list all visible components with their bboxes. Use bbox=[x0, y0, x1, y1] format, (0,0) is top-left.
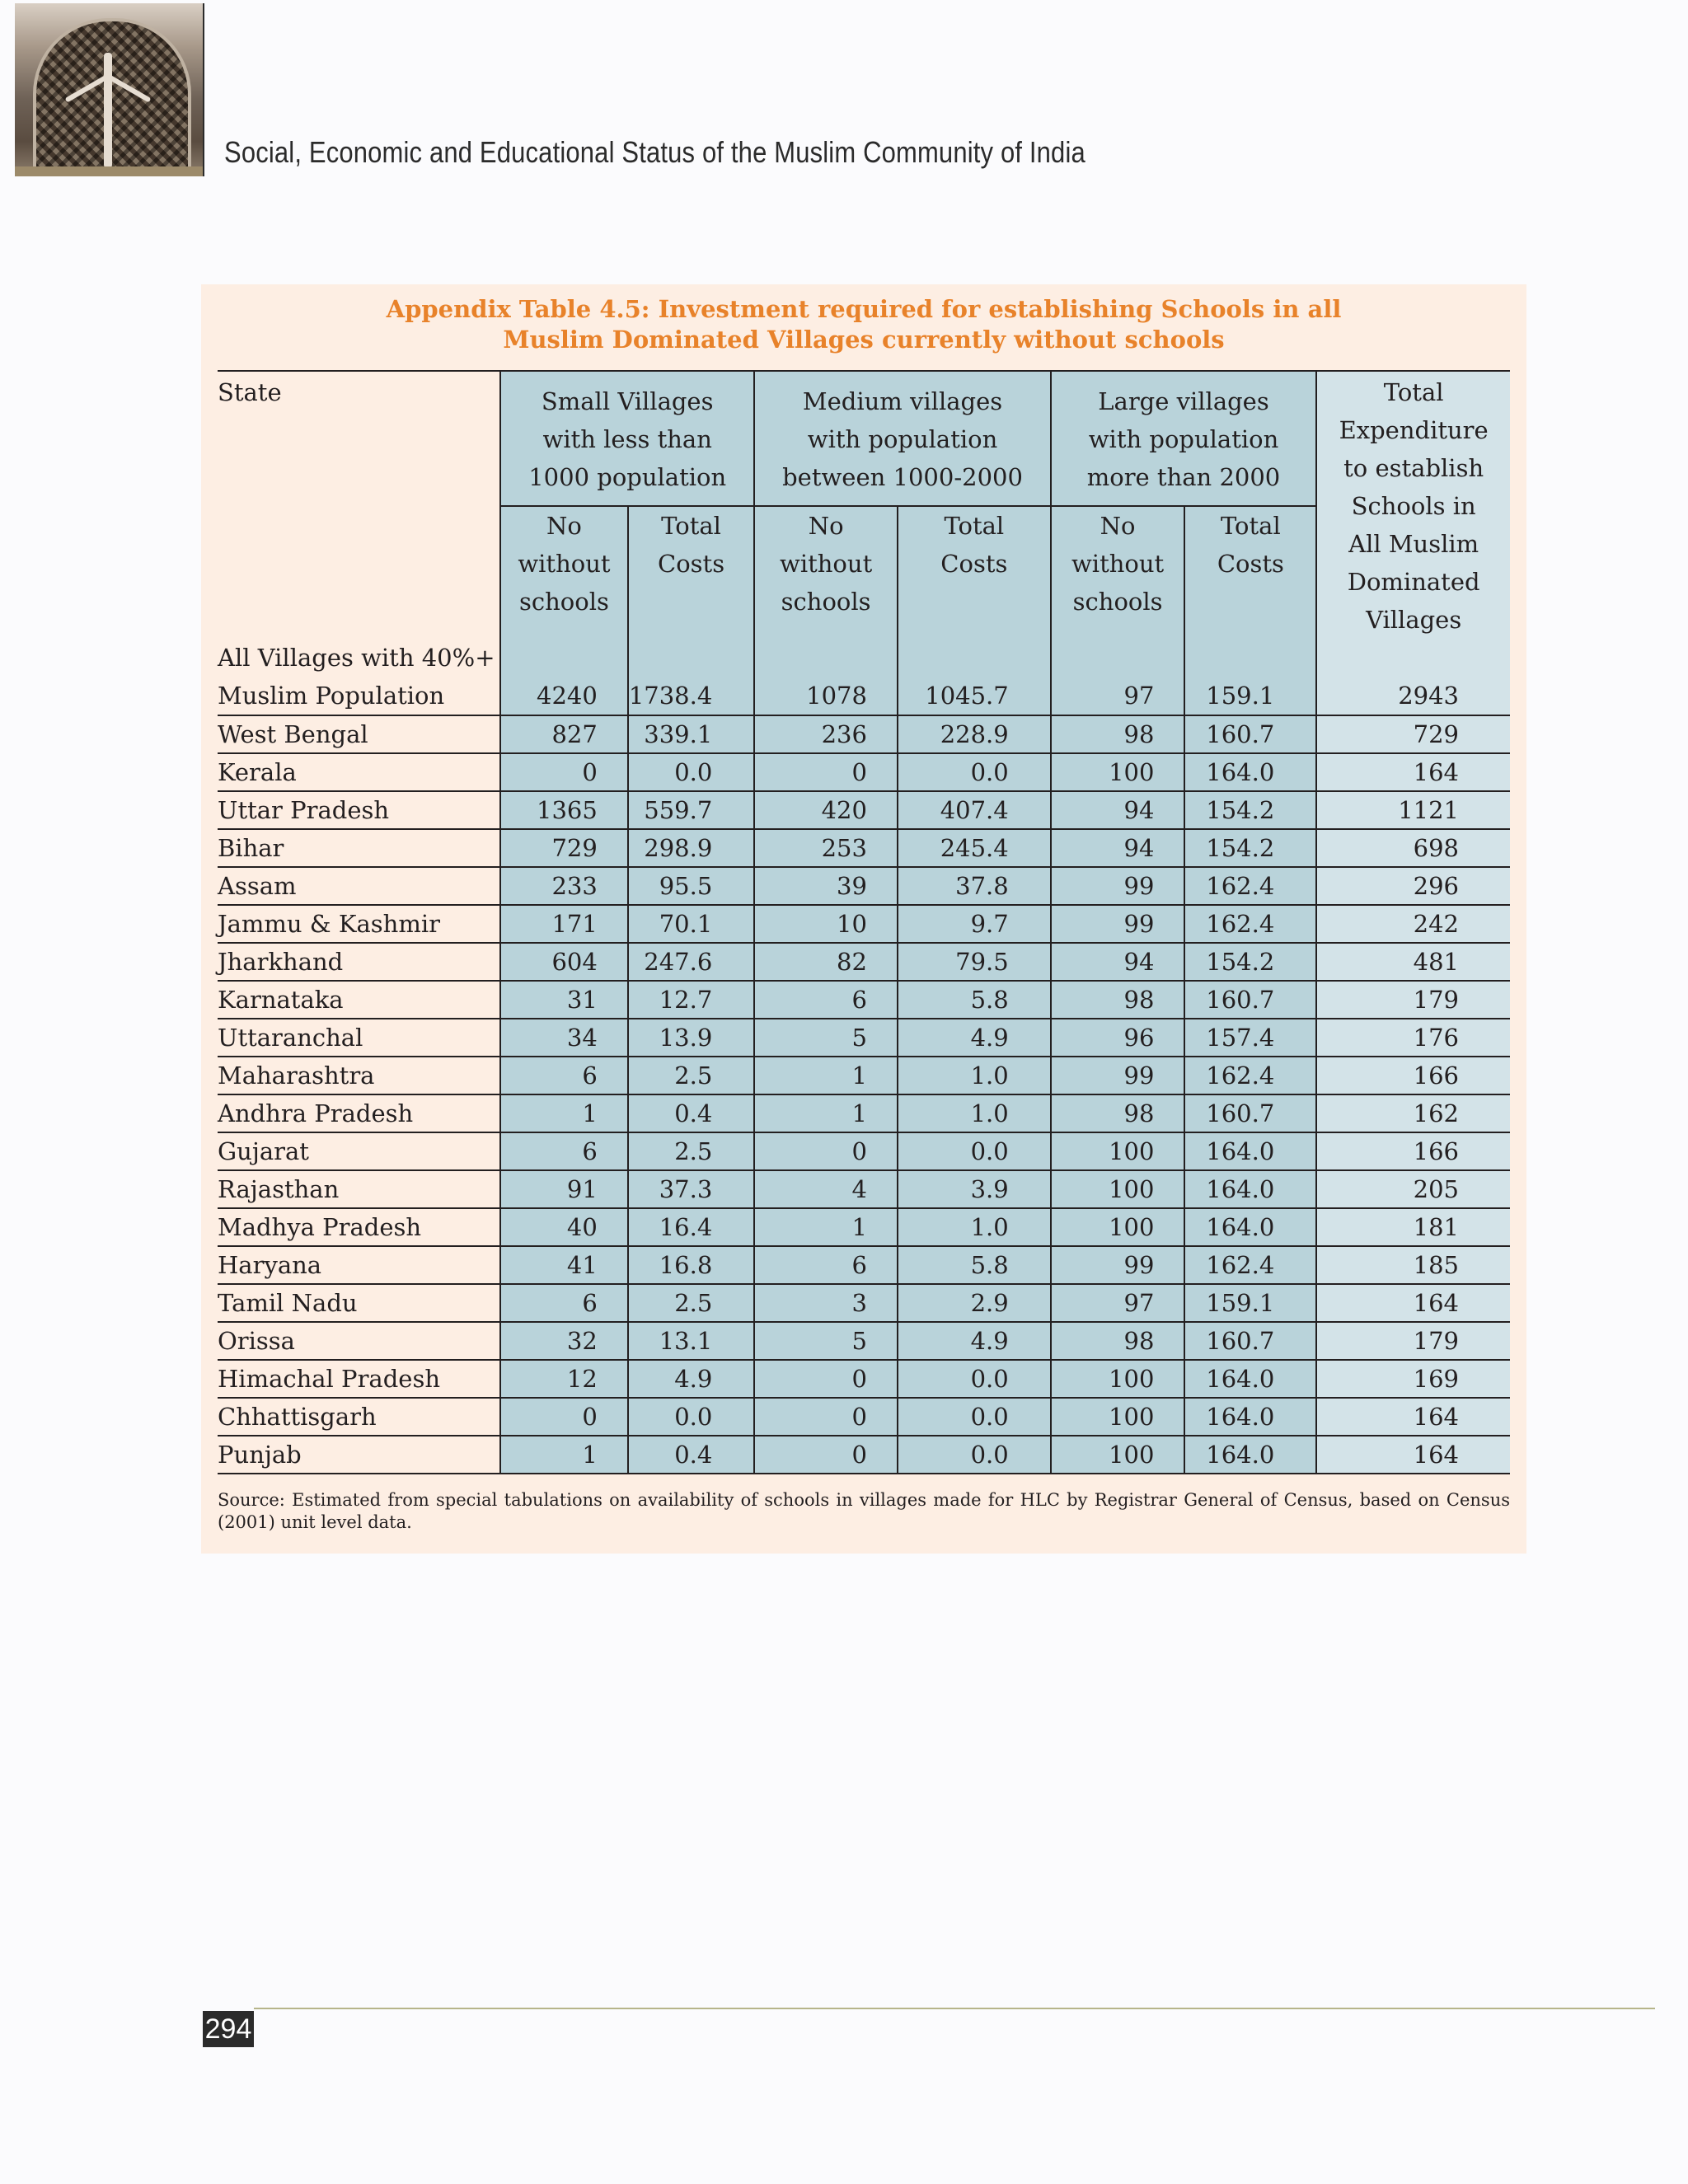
row-value-cell: 245.4 bbox=[898, 829, 1051, 867]
row-value-cell: 159.1 bbox=[1184, 639, 1316, 715]
header-medium-no-without-schools bbox=[754, 506, 898, 639]
header-large-villages bbox=[1051, 371, 1317, 506]
row-value-cell: 34 bbox=[500, 1019, 628, 1057]
header-small-line-2: with less than bbox=[542, 425, 712, 454]
row-value-cell: 41 bbox=[500, 1246, 628, 1284]
row-value-cell: 3.9 bbox=[898, 1170, 1051, 1208]
row-value-cell: 37.8 bbox=[898, 867, 1051, 905]
row-state-name: Tamil Nadu bbox=[218, 1284, 500, 1322]
row-value-cell: 94 bbox=[1051, 791, 1185, 829]
row-value-cell: 13.9 bbox=[628, 1019, 754, 1057]
row-value-cell: 1.0 bbox=[898, 1057, 1051, 1094]
row-value-cell: 16.8 bbox=[628, 1246, 754, 1284]
table-row bbox=[218, 1170, 1510, 1208]
header-sub-line-3: schools bbox=[781, 588, 871, 616]
row-value-cell: 99 bbox=[1051, 905, 1185, 943]
row-value-cell: 0.0 bbox=[628, 1398, 754, 1436]
row-value-cell: 0 bbox=[500, 753, 628, 791]
row-value-cell: 99 bbox=[1051, 1057, 1185, 1094]
row-value-cell: 162.4 bbox=[1184, 1246, 1316, 1284]
row-value-cell: 0.0 bbox=[898, 1398, 1051, 1436]
table-row bbox=[218, 867, 1510, 905]
row-value-cell: 6 bbox=[500, 1284, 628, 1322]
row-value-cell: 481 bbox=[1316, 943, 1510, 981]
row-value-cell: 5.8 bbox=[898, 981, 1051, 1019]
header-sub-line-2: without bbox=[780, 550, 873, 579]
row-value-cell: 729 bbox=[500, 829, 628, 867]
header-sub-line-1: No bbox=[808, 512, 844, 541]
header-sub-line-2: Costs bbox=[658, 550, 725, 579]
row-state-name: Himachal Pradesh bbox=[218, 1360, 500, 1398]
header-total-line-3: to establish bbox=[1343, 454, 1484, 482]
row-value-cell: 95.5 bbox=[628, 867, 754, 905]
row-value-cell: 0.0 bbox=[628, 753, 754, 791]
row-value-cell: 162.4 bbox=[1184, 905, 1316, 943]
row-value-cell: 169 bbox=[1316, 1360, 1510, 1398]
row-value-cell: 1 bbox=[754, 1094, 898, 1132]
row-state-line-2: Muslim Population bbox=[218, 682, 445, 710]
header-total-expenditure bbox=[1316, 371, 1510, 639]
row-value-cell: 5 bbox=[754, 1019, 898, 1057]
row-state-line-1: All Villages with 40%+ bbox=[218, 644, 495, 672]
row-value-cell: 4.9 bbox=[898, 1322, 1051, 1360]
row-value-cell: 1121 bbox=[1316, 791, 1510, 829]
row-value-cell: 827 bbox=[500, 715, 628, 753]
row-value-cell: 164.0 bbox=[1184, 1132, 1316, 1170]
row-value-cell: 13.1 bbox=[628, 1322, 754, 1360]
row-value-cell: 164 bbox=[1316, 753, 1510, 791]
table-row bbox=[218, 943, 1510, 981]
row-value-cell: 164 bbox=[1316, 1398, 1510, 1436]
appendix-table-panel bbox=[201, 284, 1526, 1554]
header-photo-base bbox=[15, 166, 203, 176]
header-medium-line-1: Medium villages bbox=[802, 387, 1003, 416]
header-state bbox=[218, 371, 500, 639]
row-value-cell: 1 bbox=[754, 1208, 898, 1246]
row-state-name: Assam bbox=[218, 867, 500, 905]
header-sub-line-3: schools bbox=[1072, 588, 1163, 616]
row-value-cell: 4.9 bbox=[628, 1360, 754, 1398]
row-value-cell: 39 bbox=[754, 867, 898, 905]
row-value-cell: 604 bbox=[500, 943, 628, 981]
row-value-cell: 0.4 bbox=[628, 1094, 754, 1132]
row-value-cell: 228.9 bbox=[898, 715, 1051, 753]
row-value-cell: 296 bbox=[1316, 867, 1510, 905]
header-medium-total-costs bbox=[898, 506, 1051, 639]
row-value-cell: 1738.4 bbox=[628, 639, 754, 715]
table-row bbox=[218, 1094, 1510, 1132]
row-value-cell: 12.7 bbox=[628, 981, 754, 1019]
row-value-cell: 154.2 bbox=[1184, 791, 1316, 829]
table-caption-line-1: Appendix Table 4.5: Investment required for establishing Schools in all bbox=[386, 295, 1342, 323]
row-value-cell: 100 bbox=[1051, 1436, 1185, 1474]
row-value-cell: 242 bbox=[1316, 905, 1510, 943]
row-value-cell: 176 bbox=[1316, 1019, 1510, 1057]
row-value-cell: 96 bbox=[1051, 1019, 1185, 1057]
row-value-cell: 37.3 bbox=[628, 1170, 754, 1208]
row-value-cell: 2.5 bbox=[628, 1057, 754, 1094]
row-value-cell: 205 bbox=[1316, 1170, 1510, 1208]
row-state-name: Jharkhand bbox=[218, 943, 500, 981]
header-divider bbox=[203, 3, 204, 176]
header-small-line-1: Small Villages bbox=[541, 387, 714, 416]
row-value-cell: 1045.7 bbox=[898, 639, 1051, 715]
row-value-cell: 407.4 bbox=[898, 791, 1051, 829]
header-sub-line-2: Costs bbox=[940, 550, 1008, 579]
table-row bbox=[218, 829, 1510, 867]
row-value-cell: 0.4 bbox=[628, 1436, 754, 1474]
row-value-cell: 164.0 bbox=[1184, 753, 1316, 791]
row-value-cell: 729 bbox=[1316, 715, 1510, 753]
row-value-cell: 98 bbox=[1051, 981, 1185, 1019]
row-value-cell: 100 bbox=[1051, 1208, 1185, 1246]
table-row bbox=[218, 981, 1510, 1019]
row-value-cell: 97 bbox=[1051, 1284, 1185, 1322]
row-value-cell: 1 bbox=[500, 1436, 628, 1474]
row-state-name bbox=[218, 639, 500, 715]
header-sub-line-1: Total bbox=[944, 512, 1005, 541]
row-value-cell: 6 bbox=[500, 1132, 628, 1170]
document-title: Social, Economic and Educational Status of the Muslim Community of India bbox=[224, 135, 1085, 169]
row-value-cell: 100 bbox=[1051, 1360, 1185, 1398]
row-value-cell: 420 bbox=[754, 791, 898, 829]
row-value-cell: 247.6 bbox=[628, 943, 754, 981]
row-value-cell: 0 bbox=[754, 1132, 898, 1170]
row-value-cell: 253 bbox=[754, 829, 898, 867]
row-value-cell: 2.5 bbox=[628, 1132, 754, 1170]
row-value-cell: 97 bbox=[1051, 639, 1185, 715]
row-value-cell: 82 bbox=[754, 943, 898, 981]
page-number: 294 bbox=[203, 2011, 254, 2047]
row-state-name: Haryana bbox=[218, 1246, 500, 1284]
row-value-cell: 154.2 bbox=[1184, 829, 1316, 867]
row-value-cell: 9.7 bbox=[898, 905, 1051, 943]
header-small-no-without-schools bbox=[500, 506, 628, 639]
row-value-cell: 40 bbox=[500, 1208, 628, 1246]
row-value-cell: 16.4 bbox=[628, 1208, 754, 1246]
row-state-name: Rajasthan bbox=[218, 1170, 500, 1208]
row-state-name: Jammu & Kashmir bbox=[218, 905, 500, 943]
row-value-cell: 0.0 bbox=[898, 753, 1051, 791]
row-value-cell: 164 bbox=[1316, 1436, 1510, 1474]
header-total-line-7: Villages bbox=[1366, 606, 1462, 634]
row-value-cell: 0.0 bbox=[898, 1436, 1051, 1474]
table-row bbox=[218, 791, 1510, 829]
table-row bbox=[218, 1246, 1510, 1284]
table-caption bbox=[201, 294, 1526, 355]
footer-rule bbox=[254, 2008, 1655, 2009]
row-value-cell: 164.0 bbox=[1184, 1436, 1316, 1474]
row-state-name: Uttar Pradesh bbox=[218, 791, 500, 829]
row-value-cell: 162.4 bbox=[1184, 867, 1316, 905]
row-value-cell: 100 bbox=[1051, 753, 1185, 791]
row-state-name: Gujarat bbox=[218, 1132, 500, 1170]
header-large-line-2: with population bbox=[1088, 425, 1279, 454]
header-small-line-3: 1000 population bbox=[528, 463, 727, 492]
header-large-no-without-schools bbox=[1051, 506, 1185, 639]
header-total-line-4: Schools in bbox=[1351, 492, 1476, 520]
header-sub-line-1: Total bbox=[1220, 512, 1281, 541]
row-value-cell: 6 bbox=[754, 1246, 898, 1284]
row-value-cell: 181 bbox=[1316, 1208, 1510, 1246]
row-value-cell: 31 bbox=[500, 981, 628, 1019]
row-value-cell: 5.8 bbox=[898, 1246, 1051, 1284]
header-sub-line-2: Costs bbox=[1217, 550, 1284, 579]
header-sub-line-3: schools bbox=[519, 588, 609, 616]
row-state-name: Maharashtra bbox=[218, 1057, 500, 1094]
row-value-cell: 100 bbox=[1051, 1132, 1185, 1170]
row-state-name: Chhattisgarh bbox=[218, 1398, 500, 1436]
row-value-cell: 166 bbox=[1316, 1132, 1510, 1170]
row-value-cell: 339.1 bbox=[628, 715, 754, 753]
row-value-cell: 160.7 bbox=[1184, 715, 1316, 753]
row-value-cell: 5 bbox=[754, 1322, 898, 1360]
table-row bbox=[218, 1284, 1510, 1322]
row-value-cell: 2943 bbox=[1316, 639, 1510, 715]
header-medium-line-2: with population bbox=[807, 425, 998, 454]
row-value-cell: 12 bbox=[500, 1360, 628, 1398]
row-state-name: West Bengal bbox=[218, 715, 500, 753]
row-value-cell: 4.9 bbox=[898, 1019, 1051, 1057]
header-sub-line-2: without bbox=[1071, 550, 1165, 579]
row-value-cell: 166 bbox=[1316, 1057, 1510, 1094]
row-value-cell: 100 bbox=[1051, 1398, 1185, 1436]
row-value-cell: 159.1 bbox=[1184, 1284, 1316, 1322]
header-total-line-1: Total bbox=[1383, 378, 1444, 406]
header-total-line-6: Dominated bbox=[1347, 568, 1480, 596]
row-value-cell: 3 bbox=[754, 1284, 898, 1322]
header-photo bbox=[15, 3, 203, 176]
row-value-cell: 98 bbox=[1051, 1322, 1185, 1360]
table-row bbox=[218, 1057, 1510, 1094]
row-state-name: Uttaranchal bbox=[218, 1019, 500, 1057]
row-value-cell: 0 bbox=[754, 1398, 898, 1436]
header-tree-motif bbox=[104, 53, 112, 168]
table-row bbox=[218, 1398, 1510, 1436]
row-value-cell: 1 bbox=[500, 1094, 628, 1132]
row-value-cell: 99 bbox=[1051, 1246, 1185, 1284]
row-value-cell: 157.4 bbox=[1184, 1019, 1316, 1057]
row-state-name: Karnataka bbox=[218, 981, 500, 1019]
row-value-cell: 0.0 bbox=[898, 1132, 1051, 1170]
row-state-name: Andhra Pradesh bbox=[218, 1094, 500, 1132]
header-sub-line-1: No bbox=[546, 512, 582, 541]
row-state-name: Orissa bbox=[218, 1322, 500, 1360]
row-value-cell: 4 bbox=[754, 1170, 898, 1208]
row-value-cell: 32 bbox=[500, 1322, 628, 1360]
row-value-cell: 171 bbox=[500, 905, 628, 943]
row-value-cell: 179 bbox=[1316, 1322, 1510, 1360]
row-value-cell: 98 bbox=[1051, 715, 1185, 753]
row-value-cell: 0 bbox=[754, 1436, 898, 1474]
row-value-cell: 185 bbox=[1316, 1246, 1510, 1284]
row-state-name: Bihar bbox=[218, 829, 500, 867]
row-value-cell: 98 bbox=[1051, 1094, 1185, 1132]
header-sub-line-2: without bbox=[518, 550, 611, 579]
investment-table bbox=[218, 370, 1510, 1474]
row-value-cell: 99 bbox=[1051, 867, 1185, 905]
table-row bbox=[218, 1436, 1510, 1474]
table-source-note: Source: Estimated from special tabulations on availability of schools in villages made for HLC by Registrar General of Census, based on Census (2001) unit level data. bbox=[218, 1490, 1510, 1532]
header-arch-lattice bbox=[33, 18, 191, 173]
header-sub-line-1: No bbox=[1100, 512, 1136, 541]
table-row bbox=[218, 905, 1510, 943]
row-value-cell: 1.0 bbox=[898, 1094, 1051, 1132]
header-medium-line-3: between 1000-2000 bbox=[782, 463, 1023, 492]
row-value-cell: 233 bbox=[500, 867, 628, 905]
header-large-line-3: more than 2000 bbox=[1086, 463, 1281, 492]
row-value-cell: 94 bbox=[1051, 829, 1185, 867]
row-value-cell: 10 bbox=[754, 905, 898, 943]
row-value-cell: 0 bbox=[754, 753, 898, 791]
table-row bbox=[218, 1322, 1510, 1360]
header-large-total-costs bbox=[1184, 506, 1316, 639]
table-caption-line-2: Muslim Dominated Villages currently without schools bbox=[503, 326, 1225, 354]
row-value-cell: 164.0 bbox=[1184, 1398, 1316, 1436]
row-value-cell: 1078 bbox=[754, 639, 898, 715]
row-value-cell: 162 bbox=[1316, 1094, 1510, 1132]
row-value-cell: 164.0 bbox=[1184, 1208, 1316, 1246]
row-value-cell: 164.0 bbox=[1184, 1360, 1316, 1398]
row-value-cell: 79.5 bbox=[898, 943, 1051, 981]
row-value-cell: 164 bbox=[1316, 1284, 1510, 1322]
header-large-line-1: Large villages bbox=[1098, 387, 1269, 416]
row-value-cell: 2.5 bbox=[628, 1284, 754, 1322]
row-value-cell: 160.7 bbox=[1184, 981, 1316, 1019]
header-small-villages bbox=[500, 371, 754, 506]
row-value-cell: 100 bbox=[1051, 1170, 1185, 1208]
row-value-cell: 164.0 bbox=[1184, 1170, 1316, 1208]
row-state-name: Madhya Pradesh bbox=[218, 1208, 500, 1246]
table-row bbox=[218, 753, 1510, 791]
row-state-name: Kerala bbox=[218, 753, 500, 791]
row-value-cell: 1 bbox=[754, 1057, 898, 1094]
row-value-cell: 6 bbox=[754, 981, 898, 1019]
header-sub-line-1: Total bbox=[661, 512, 721, 541]
row-value-cell: 0 bbox=[500, 1398, 628, 1436]
row-value-cell: 698 bbox=[1316, 829, 1510, 867]
row-value-cell: 0 bbox=[754, 1360, 898, 1398]
table-row bbox=[218, 1132, 1510, 1170]
table-row bbox=[218, 1019, 1510, 1057]
header-state-label: State bbox=[218, 378, 282, 406]
row-value-cell: 162.4 bbox=[1184, 1057, 1316, 1094]
row-value-cell: 160.7 bbox=[1184, 1322, 1316, 1360]
table-row bbox=[218, 1208, 1510, 1246]
header-medium-villages bbox=[754, 371, 1050, 506]
row-value-cell: 6 bbox=[500, 1057, 628, 1094]
header-row-groups bbox=[218, 371, 1510, 506]
row-value-cell: 70.1 bbox=[628, 905, 754, 943]
header-small-total-costs bbox=[628, 506, 754, 639]
row-value-cell: 91 bbox=[500, 1170, 628, 1208]
table-row bbox=[218, 639, 1510, 715]
row-value-cell: 236 bbox=[754, 715, 898, 753]
row-value-cell: 179 bbox=[1316, 981, 1510, 1019]
table-row bbox=[218, 1360, 1510, 1398]
header-total-line-2: Expenditure bbox=[1339, 416, 1489, 444]
row-value-cell: 0.0 bbox=[898, 1360, 1051, 1398]
row-value-cell: 4240 bbox=[500, 639, 628, 715]
table-row bbox=[218, 715, 1510, 753]
row-value-cell: 1365 bbox=[500, 791, 628, 829]
row-state-name: Punjab bbox=[218, 1436, 500, 1474]
row-value-cell: 154.2 bbox=[1184, 943, 1316, 981]
row-value-cell: 2.9 bbox=[898, 1284, 1051, 1322]
row-value-cell: 160.7 bbox=[1184, 1094, 1316, 1132]
row-value-cell: 94 bbox=[1051, 943, 1185, 981]
row-value-cell: 559.7 bbox=[628, 791, 754, 829]
header-total-line-5: All Muslim bbox=[1348, 530, 1479, 558]
row-value-cell: 298.9 bbox=[628, 829, 754, 867]
row-value-cell: 1.0 bbox=[898, 1208, 1051, 1246]
